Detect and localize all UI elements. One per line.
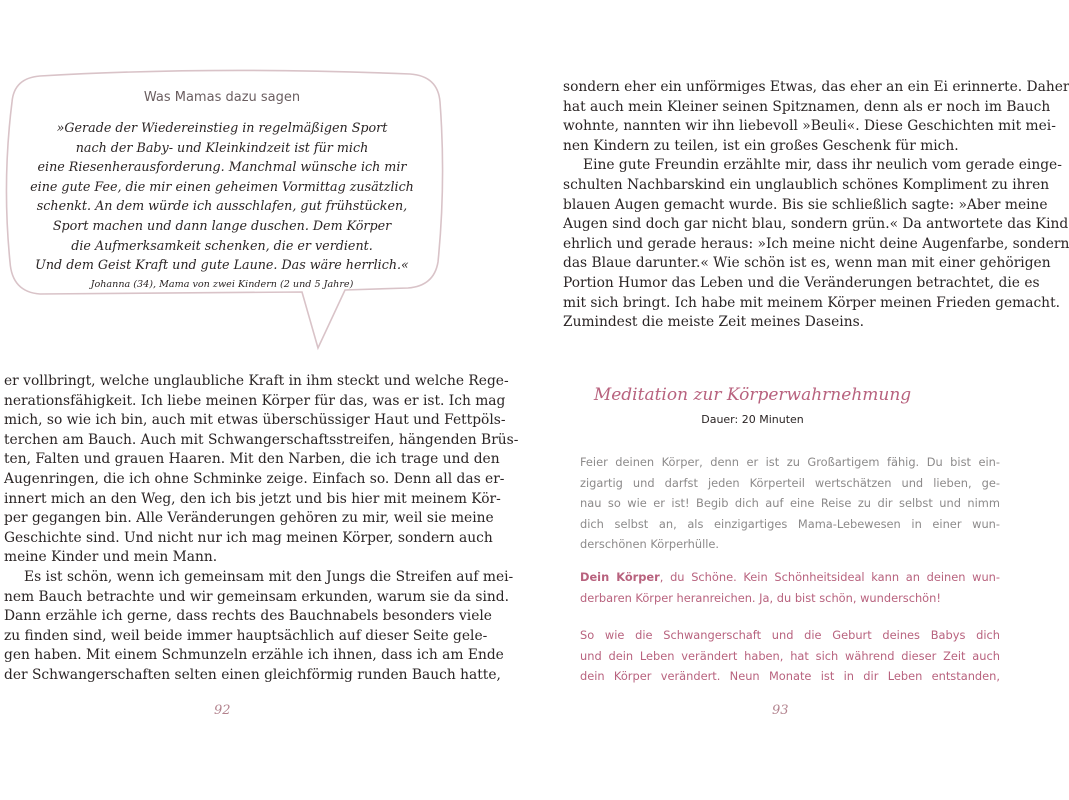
left-page [0,0,519,800]
right-page [505,0,1069,800]
text-line: wohnte, nannten wir ihn liebevoll »Beuli«. Diese Geschichten mit mei- [563,118,1056,135]
quote-box [22,90,422,290]
text-line: per gegangen bin. Alle Veränderungen gehören zu mir, weil sie meine [4,510,494,527]
text-line: zigartig und darfst jeden Körperteil wertschätzen und lieben, ge- [580,475,1000,490]
meditation-duration: Dauer: 20 Minuten [701,413,804,426]
quote-line: Sport machen und dann lange duschen. Dem Körper [52,217,392,233]
meditation-pregnancy-paragraph [580,625,1000,687]
quote-line: schenkt. An dem würde ich ausschlafen, gut frühstücken, [36,198,408,214]
page-number: 93 [772,703,789,718]
text-line: Es ist schön, wenn ich gemeinsam mit den Jungs die Streifen auf mei- [24,568,514,585]
text-line: Augenringen, die ich ohne Schminke zeige. Einfach so. Denn all das er- [4,470,505,487]
text-line: nen Kindern zu teilen, ist ein großes Geschenk für mich. [563,137,959,154]
quote-box-title: Was Mamas dazu sagen [143,90,301,105]
text-line: mich, so wie ich bin, auch mit etwas überschüssiger Haut und Fettpöls- [4,412,506,429]
text-line: blauen Augen gemacht wurde. Bis sie schließlich sagte: »Aber meine [563,196,1048,213]
text-line: ehrlich und gerade heraus: »Ich meine nicht deine Augenfarbe, sondern [563,235,1069,252]
meditation-intro [580,452,1000,555]
text-line: schulten Nachbarskind ein unglaublich schönes Kompliment zu ihren [563,176,1050,193]
text-line: Portion Humor das Leben und die Veränderungen betrachtet, die es [563,274,1040,291]
text-line: Geschichte sind. Und nicht nur ich mag meinen Körper, sondern auch [4,529,493,546]
text-line: mit sich bringt. Ich habe mit meinem Körper meinen Frieden gemacht. [563,294,1060,311]
text-line: und dein Leben verändert haben, hat sich während dieser Zeit auch [580,648,1000,663]
text-line: terchen am Bauch. Auch mit Schwangerschaftsstreifen, hängenden Brüs- [4,431,519,448]
body-label: Dein Körper [580,570,660,584]
text-line [580,567,1000,588]
text-line: zu finden sind, weil beide immer hauptsächlich auf dieser Seite gele- [4,627,488,644]
text-line: Augen sind doch gar nicht blau, sondern grün.« Da antwortete das Kind [563,216,1069,233]
text-line: nau so wie er ist! Begib dich auf eine Reise zu dir selbst und nimm [580,496,1000,510]
text-line: So wie die Schwangerschaft und die Geburt deines Babys dich [580,628,1000,642]
text-line: derbaren Körper heranreichen. Ja, du bist schön, wunderschön! [580,590,941,605]
text-line: hat auch mein Kleiner seinen Spitznamen, denn als er noch im Bauch [563,98,1051,115]
text-line: Zumindest die meiste Zeit meines Daseins. [563,314,865,331]
text-line: ten, Falten und grauen Haaren. Mit den Narben, die ich trage und den [4,451,500,468]
text-line: sondern eher ein unförmiges Etwas, das eher an ein Ei erinnerte. Daher [563,79,1069,95]
quote-line: nach der Baby- und Kleinkindzeit ist für mich [75,139,369,155]
text-line: Feier deinen Körper, denn er ist zu Großartigem fähig. Du bist ein- [580,455,1000,469]
right-body-text [563,78,1069,333]
quote-line: die Aufmerksamkeit schenken, die er verdient. [71,237,373,253]
text-line: innert mich an den Weg, den ich bis jetzt und bis hier mit meinem Kör- [4,490,501,507]
text-line: der Schwangerschaften selten einen gleichförmig runden Bauch hatte, [4,666,501,683]
body-line-rest: , du Schöne. Kein Schönheitsideal kann an deinen wun- [659,570,1000,584]
text-line: dein Körper verändert. Neun Monate ist in dir Leben entstanden, [580,669,1000,683]
quote-line: eine Riesenherausforderung. Manchmal wünsche ich mir [37,159,407,175]
quote-line: »Gerade der Wiedereinstieg in regelmäßigen Sport [56,120,388,135]
text-line: Eine gute Freundin erzählte mir, dass ihr neulich vom gerade einge- [583,157,1062,174]
text-line: gen haben. Mit einem Schmunzeln erzähle ich ihnen, dass ich am Ende [4,647,504,664]
meditation-body-paragraph [580,567,1000,608]
quote-line: eine gute Fee, die mir einen geheimen Vormittag zusätzlich [30,178,414,194]
text-line: Dann erzähle ich gerne, dass rechts des Bauchnabels besonders viele [4,608,492,625]
left-body-text [4,372,519,686]
text-line: nerationsfähigkeit. Ich liebe meinen Körper für das, was er ist. Ich mag [4,392,506,409]
quote-attribution: Johanna (34), Mama von zwei Kindern (2 und 5 Jahre) [90,278,354,290]
text-line: das Blaue darunter.« Wie schön ist es, wenn man mit einer gehörigen [563,255,1051,272]
text-line: derschönen Körperhülle. [580,537,720,551]
page-number: 92 [214,703,231,718]
text-line: meine Kinder und mein Mann. [4,549,218,566]
meditation-heading: Meditation zur Körperwahrnehmung [593,385,912,405]
text-line: nem Bauch betrachte und wir gemeinsam erkunden, warum sie da sind. [4,588,509,605]
quote-line: Und dem Geist Kraft und gute Laune. Das wäre herrlich.« [35,257,409,273]
text-line: er vollbringt, welche unglaubliche Kraft in ihm steckt und welche Rege- [4,373,509,389]
text-line: dich selbst an, als einzigartiges Mama-Lebewesen in einer wun- [580,516,1000,531]
